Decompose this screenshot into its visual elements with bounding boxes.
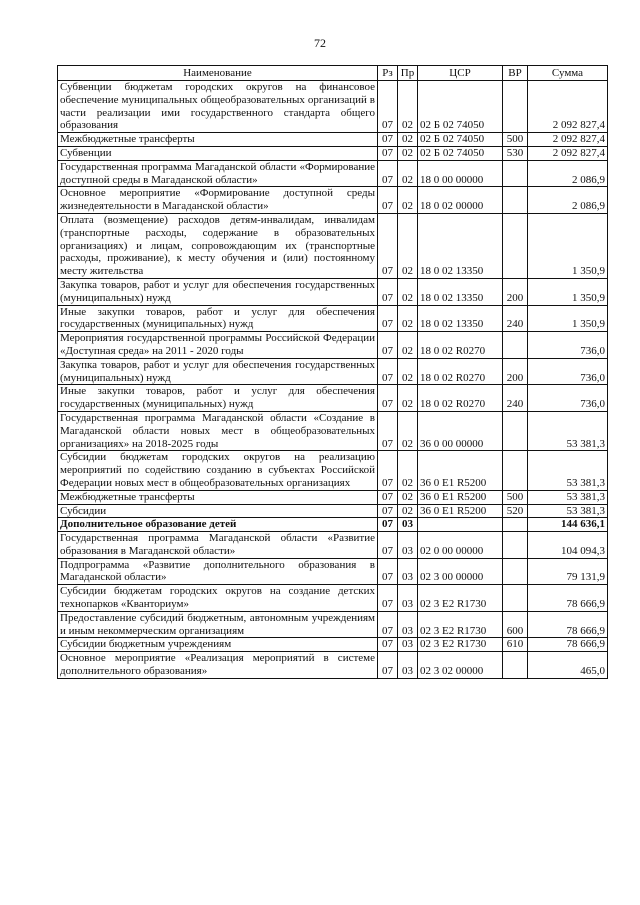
cell-name: Субвенции xyxy=(58,146,378,160)
cell-rz: 07 xyxy=(378,638,398,652)
table-row xyxy=(58,332,608,359)
cell-pr: 03 xyxy=(398,611,418,638)
cell-csr: 18 0 02 13350 xyxy=(418,305,503,332)
cell-pr: 02 xyxy=(398,411,418,450)
cell-sum: 1 350,9 xyxy=(528,278,608,305)
cell-pr: 02 xyxy=(398,490,418,504)
table-row xyxy=(58,411,608,450)
cell-sum: 53 381,3 xyxy=(528,490,608,504)
cell-sum: 465,0 xyxy=(528,652,608,679)
cell-name: Иные закупки товаров, работ и услуг для обеспечения государственных (муниципальных) нужд xyxy=(58,385,378,412)
table-row xyxy=(58,278,608,305)
cell-sum: 53 381,3 xyxy=(528,451,608,490)
header-name: Наименование xyxy=(58,66,378,81)
cell-vr: 500 xyxy=(503,490,528,504)
cell-vr xyxy=(503,81,528,133)
cell-pr: 03 xyxy=(398,652,418,679)
cell-name: Государственная программа Магаданской области «Создание в Магаданской области новых мест в общеобразовательных организациях» на 2018-2025 годы xyxy=(58,411,378,450)
cell-sum: 144 636,1 xyxy=(528,518,608,532)
cell-rz: 07 xyxy=(378,532,398,559)
cell-vr xyxy=(503,411,528,450)
cell-rz: 07 xyxy=(378,305,398,332)
table-row xyxy=(58,187,608,214)
cell-name: Государственная программа Магаданской области «Развитие образования в Магаданской области» xyxy=(58,532,378,559)
cell-csr xyxy=(418,518,503,532)
cell-sum: 53 381,3 xyxy=(528,504,608,518)
cell-pr: 03 xyxy=(398,638,418,652)
table-row xyxy=(58,385,608,412)
table-row xyxy=(58,146,608,160)
table-row xyxy=(58,611,608,638)
cell-sum: 736,0 xyxy=(528,358,608,385)
cell-pr: 02 xyxy=(398,213,418,278)
cell-csr: 18 0 00 00000 xyxy=(418,160,503,187)
cell-name: Мероприятия государственной программы Российской Федерации «Доступная среда» на 2011 - 2020 годы xyxy=(58,332,378,359)
table-row xyxy=(58,213,608,278)
cell-pr: 02 xyxy=(398,504,418,518)
table-row xyxy=(58,504,608,518)
cell-name: Субсидии бюджетным учреждениям xyxy=(58,638,378,652)
cell-name: Субсидии бюджетам городских округов на создание детских технопарков «Кванториум» xyxy=(58,585,378,612)
cell-vr xyxy=(503,558,528,585)
cell-sum: 78 666,9 xyxy=(528,638,608,652)
cell-pr: 02 xyxy=(398,305,418,332)
cell-rz: 07 xyxy=(378,160,398,187)
cell-csr: 02 3 E2 R1730 xyxy=(418,585,503,612)
cell-vr: 240 xyxy=(503,385,528,412)
cell-sum: 2 092 827,4 xyxy=(528,146,608,160)
cell-csr: 02 3 E2 R1730 xyxy=(418,638,503,652)
cell-pr: 02 xyxy=(398,332,418,359)
cell-rz: 07 xyxy=(378,518,398,532)
cell-csr: 36 0 E1 R5200 xyxy=(418,504,503,518)
cell-rz: 07 xyxy=(378,358,398,385)
cell-rz: 07 xyxy=(378,585,398,612)
cell-vr: 240 xyxy=(503,305,528,332)
table-row xyxy=(58,652,608,679)
cell-name: Дополнительное образование детей xyxy=(58,518,378,532)
cell-rz: 07 xyxy=(378,187,398,214)
cell-rz: 07 xyxy=(378,490,398,504)
cell-vr xyxy=(503,187,528,214)
cell-csr: 02 0 00 00000 xyxy=(418,532,503,559)
cell-sum: 2 086,9 xyxy=(528,187,608,214)
cell-vr xyxy=(503,332,528,359)
cell-vr xyxy=(503,213,528,278)
cell-csr: 18 0 02 13350 xyxy=(418,213,503,278)
cell-rz: 07 xyxy=(378,332,398,359)
table-row xyxy=(58,133,608,147)
cell-pr: 03 xyxy=(398,558,418,585)
cell-pr: 02 xyxy=(398,187,418,214)
cell-vr: 600 xyxy=(503,611,528,638)
cell-vr xyxy=(503,451,528,490)
cell-rz: 07 xyxy=(378,81,398,133)
cell-name: Закупка товаров, работ и услуг для обеспечения государственных (муниципальных) нужд xyxy=(58,278,378,305)
cell-name: Подпрограмма «Развитие дополнительного образования в Магаданской области» xyxy=(58,558,378,585)
cell-rz: 07 xyxy=(378,451,398,490)
cell-pr: 03 xyxy=(398,585,418,612)
cell-pr: 02 xyxy=(398,385,418,412)
cell-name: Основное мероприятие «Формирование доступной среды жизнедеятельности в Магаданской области» xyxy=(58,187,378,214)
cell-vr: 200 xyxy=(503,358,528,385)
cell-name: Субсидии xyxy=(58,504,378,518)
cell-csr: 18 0 02 13350 xyxy=(418,278,503,305)
cell-rz: 07 xyxy=(378,411,398,450)
cell-rz: 07 xyxy=(378,213,398,278)
cell-vr: 530 xyxy=(503,146,528,160)
cell-csr: 36 0 00 00000 xyxy=(418,411,503,450)
cell-rz: 07 xyxy=(378,504,398,518)
cell-csr: 18 0 02 R0270 xyxy=(418,385,503,412)
cell-name: Межбюджетные трансферты xyxy=(58,133,378,147)
cell-csr: 02 3 E2 R1730 xyxy=(418,611,503,638)
cell-name: Закупка товаров, работ и услуг для обеспечения государственных (муниципальных) нужд xyxy=(58,358,378,385)
cell-pr: 02 xyxy=(398,278,418,305)
table-row xyxy=(58,490,608,504)
cell-csr: 36 0 E1 R5200 xyxy=(418,451,503,490)
cell-pr: 02 xyxy=(398,81,418,133)
cell-rz: 07 xyxy=(378,652,398,679)
cell-pr: 02 xyxy=(398,451,418,490)
table-row xyxy=(58,532,608,559)
cell-sum: 2 092 827,4 xyxy=(528,133,608,147)
cell-vr xyxy=(503,160,528,187)
cell-vr xyxy=(503,532,528,559)
cell-pr: 03 xyxy=(398,532,418,559)
cell-sum: 2 086,9 xyxy=(528,160,608,187)
cell-vr: 610 xyxy=(503,638,528,652)
table-row xyxy=(58,585,608,612)
cell-vr: 200 xyxy=(503,278,528,305)
cell-csr: 02 Б 02 74050 xyxy=(418,146,503,160)
cell-csr: 18 0 02 R0270 xyxy=(418,332,503,359)
table-body xyxy=(58,81,608,679)
cell-pr: 02 xyxy=(398,146,418,160)
cell-rz: 07 xyxy=(378,146,398,160)
cell-vr xyxy=(503,585,528,612)
cell-vr: 520 xyxy=(503,504,528,518)
cell-pr: 02 xyxy=(398,358,418,385)
cell-csr: 02 Б 02 74050 xyxy=(418,133,503,147)
header-vr: ВР xyxy=(503,66,528,81)
cell-rz: 07 xyxy=(378,278,398,305)
cell-sum: 2 092 827,4 xyxy=(528,81,608,133)
table-row xyxy=(58,638,608,652)
cell-name: Иные закупки товаров, работ и услуг для обеспечения государственных (муниципальных) нужд xyxy=(58,305,378,332)
cell-name: Государственная программа Магаданской области «Формирование доступной среды в Магаданской области» xyxy=(58,160,378,187)
cell-name: Предоставление субсидий бюджетным, автономным учреждениям и иным некоммерческим организациям xyxy=(58,611,378,638)
cell-sum: 79 131,9 xyxy=(528,558,608,585)
cell-sum: 736,0 xyxy=(528,332,608,359)
table-row xyxy=(58,358,608,385)
cell-vr xyxy=(503,518,528,532)
cell-name: Межбюджетные трансферты xyxy=(58,490,378,504)
cell-csr: 02 3 02 00000 xyxy=(418,652,503,679)
cell-name: Основное мероприятие «Реализация мероприятий в системе дополнительного образования» xyxy=(58,652,378,679)
cell-csr: 18 0 02 00000 xyxy=(418,187,503,214)
cell-sum: 104 094,3 xyxy=(528,532,608,559)
table-row xyxy=(58,451,608,490)
table-row xyxy=(58,518,608,532)
cell-csr: 36 0 E1 R5200 xyxy=(418,490,503,504)
cell-csr: 02 3 00 00000 xyxy=(418,558,503,585)
table-row xyxy=(58,160,608,187)
cell-pr: 02 xyxy=(398,133,418,147)
table-row xyxy=(58,558,608,585)
cell-rz: 07 xyxy=(378,385,398,412)
header-rz: Рз xyxy=(378,66,398,81)
cell-sum: 78 666,9 xyxy=(528,585,608,612)
cell-sum: 736,0 xyxy=(528,385,608,412)
cell-sum: 1 350,9 xyxy=(528,305,608,332)
budget-table xyxy=(57,65,608,679)
cell-sum: 78 666,9 xyxy=(528,611,608,638)
cell-rz: 07 xyxy=(378,558,398,585)
cell-name: Оплата (возмещение) расходов детям-инвалидам, инвалидам (транспортные расходы, содержание в образовательных организациях) и лицам, сопровождающим их (транспортные расходы, проживание), к месту обучения и (или) постоянному месту жительства xyxy=(58,213,378,278)
table-header-row xyxy=(58,66,608,81)
cell-rz: 07 xyxy=(378,133,398,147)
cell-vr: 500 xyxy=(503,133,528,147)
page-number: 72 xyxy=(314,36,326,50)
cell-rz: 07 xyxy=(378,611,398,638)
cell-pr: 02 xyxy=(398,160,418,187)
cell-name: Субвенции бюджетам городских округов на финансовое обеспечение муниципальных общеобразовательных организаций в части реализации ими государственного стандарта общего образования xyxy=(58,81,378,133)
cell-pr: 03 xyxy=(398,518,418,532)
cell-vr xyxy=(503,652,528,679)
cell-csr: 18 0 02 R0270 xyxy=(418,358,503,385)
header-csr: ЦСР xyxy=(418,66,503,81)
header-sum: Сумма xyxy=(528,66,608,81)
header-pr: Пр xyxy=(398,66,418,81)
cell-name: Субсидии бюджетам городских округов на реализацию мероприятий по содействию созданию в субъектах Российской Федерации новых мест в общеобразовательных организациях xyxy=(58,451,378,490)
table-row xyxy=(58,81,608,133)
cell-csr: 02 Б 02 74050 xyxy=(418,81,503,133)
table-row xyxy=(58,305,608,332)
cell-sum: 53 381,3 xyxy=(528,411,608,450)
cell-sum: 1 350,9 xyxy=(528,213,608,278)
